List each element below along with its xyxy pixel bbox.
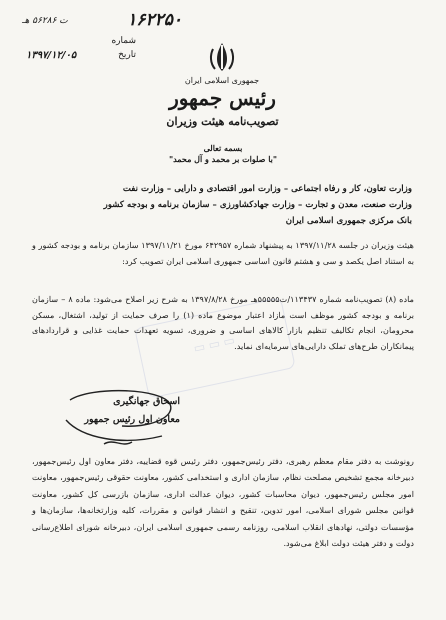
- recipients-list: [32, 181, 412, 229]
- iran-emblem-icon: [207, 41, 237, 73]
- office-heading: رئیس جمهور: [169, 86, 276, 110]
- date-label: تاریخ: [118, 50, 136, 60]
- salawat: "با صلوات بر محمد و آل محمد": [168, 154, 278, 164]
- serial-number: ۱۶۲۲۵۰: [127, 10, 182, 30]
- decision-paragraph: هیئت وزیران در جلسه ۱۳۹۷/۱۱/۲۸ به پیشنهاد شماره ۶۴۲۹۵۷ مورخ ۱۳۹۷/۱۱/۲۱ سازمان برنامه و بودجه کشور و به استناد اصل یکصد و سی و هشتم قانون اساسی جمهوری اسلامی ایران تصویب کرد:: [32, 240, 415, 266]
- date-value: ۱۳۹۷/۱۲/۰۵: [26, 50, 77, 61]
- recipient-line: وزارت تعاون، کار و رفاه اجتماعی – وزارت امور اقتصادی و دارایی – وزارت نفت: [122, 184, 412, 194]
- signatory-name: اسحاق جهانگیری: [113, 396, 180, 407]
- serial-block: [22, 8, 182, 34]
- republic-heading: جمهوری اسلامی ایران: [184, 76, 260, 85]
- amendment-paragraph: ماده (۸) تصویب‌نامه شماره ۱۱۳۴۳۷/ت۵۵۵۵۵هـ مورخ ۱۳۹۷/۸/۲۸ به شرح زیر اصلاح می‌شود: ماده ۸ – سازمان برنامه و بودجه کشور موظف است مازاد اعتبار موضوع ماده (۱) را صرف حمایت از تولید، اشتغال، مسکن محرومان، انجام تکالیف تنظیم بازار کالاهای اساسی و ضروری، تسویه تعهدات حمایت غذایی و قراردادهای پیمانکاران طرح‌های تملک دارایی‌های سرمایه‌ای نماید.: [32, 294, 415, 351]
- recipient-line: بانک مرکزی جمهوری اسلامی ایران: [285, 216, 412, 226]
- stamp-mark: ▭ ▭ ▭: [192, 332, 236, 356]
- letter-meta: [26, 36, 136, 65]
- number-label: شماره: [111, 36, 136, 46]
- serial-code: ت ۵۶۲۸۶ هـ: [22, 16, 68, 26]
- approval-subtitle: تصویب‌نامه هیئت وزیران: [166, 115, 279, 128]
- bismillah: بسمه تعالی: [203, 143, 243, 153]
- copy-distribution: رونوشت به دفتر مقام معظم رهبری، دفتر رئیس‌جمهور، دفتر رئیس قوه قضاییه، دفتر معاون اول رئیس‌جمهور، دبیرخانه مجمع تشخیص مصلحت نظام، سازمان اداری و استخدامی کشور، معاونت حقوقی رئیس‌جمهور، معاونت امور مجلس رئیس‌جمهور، دیوان محاسبات کشور، دیوان عدالت اداری، سازمان بازرسی کل کشور، معاونت قوانین مجلس شورای اسلامی، امور تدوین، تنقیح و انتشار قوانین و مقررات، کلیه وزارتخانه‌ها، سازمان‌ها و مؤسسات دولتی، نهادهای انقلاب اسلامی، روزنامه رسمی جمهوری اسلامی ایران، دبیرخانه شورای اطلاع‌رسانی دولت و دفتر هیئت دولت ابلاغ می‌شود.: [32, 456, 414, 549]
- recipient-line: وزارت صنعت، معدن و تجارت – وزارت جهادکشاورزی – سازمان برنامه و بودجه کشور: [103, 200, 412, 210]
- signatory-title: معاون اول رئیس جمهور: [84, 414, 180, 425]
